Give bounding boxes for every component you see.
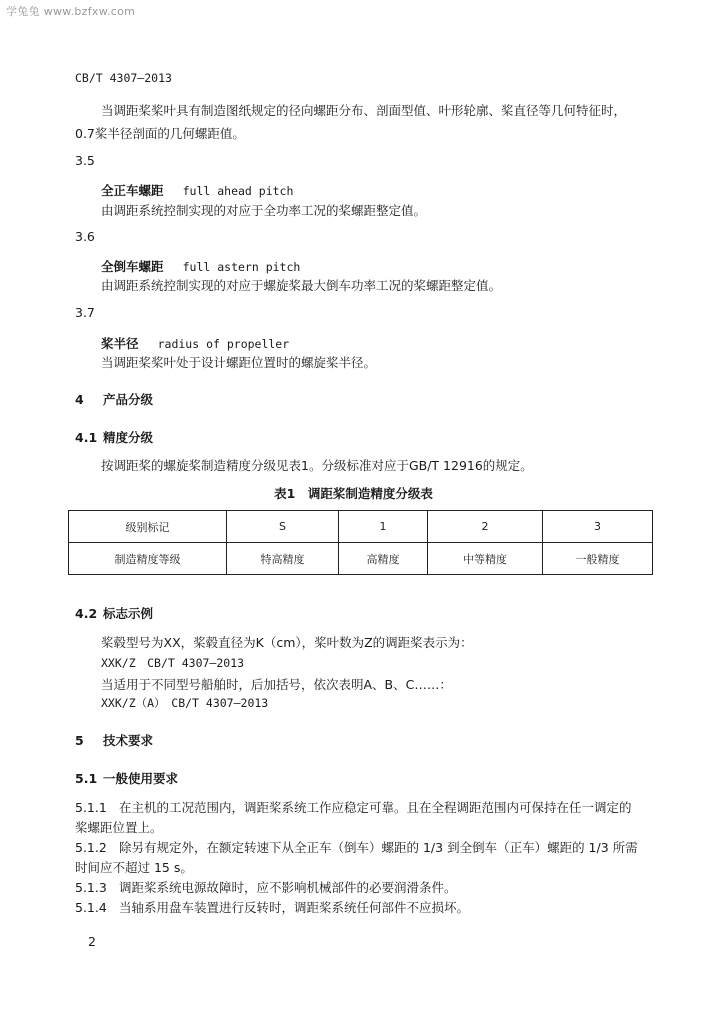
clause-5-1-4: [75, 898, 469, 916]
clause-number: 5.1.4: [75, 900, 107, 915]
clause-5-1-1: [75, 798, 632, 816]
clause-5-1-3: [75, 878, 457, 896]
table-cell: 3: [543, 511, 653, 543]
clause-3-7-number: 3.7: [75, 305, 95, 320]
term-en: full ahead pitch: [182, 184, 294, 198]
section-5-1-heading: [75, 769, 178, 787]
section-4-2-heading: [75, 604, 153, 622]
marking-line-4: XXK/Z（A） CB/T 4307—2013: [101, 696, 269, 710]
section-number: 4.1: [75, 430, 98, 445]
intro-line-2: 0.7桨半径剖面的几何螺距值。: [75, 126, 245, 141]
section-4-1-text: 按调距桨的螺旋桨制造精度分级见表1。分级标准对应于GB/T 12916的规定。: [101, 458, 533, 473]
clause-5-1-2-cont: 时间应不超过 15 s。: [75, 860, 193, 875]
section-number: 5.1: [75, 771, 98, 786]
clause-text: 调距桨系统电源故障时，应不影响机械部件的必要润滑条件。: [119, 880, 457, 895]
term-en: radius of propeller: [157, 337, 290, 351]
table-cell: 1: [339, 511, 428, 543]
clause-5-1-2: [75, 838, 638, 856]
clause-text: 除另有规定外，在额定转速下从全正车（倒车）螺距的 1/3 到全倒车（正车）螺距的 1/3 所需: [119, 840, 638, 855]
clause-3-6-number: 3.6: [75, 229, 95, 244]
section-number: 5: [75, 733, 84, 748]
page-number: 2: [88, 934, 96, 949]
term-cn: 全正车螺距: [101, 183, 164, 198]
table-cell: 特高精度: [227, 543, 339, 575]
clause-number: 5.1.3: [75, 880, 107, 895]
section-4-heading: [75, 390, 153, 408]
watermark: 学兔兔 www.bzfxw.com: [6, 5, 136, 18]
section-title: 一般使用要求: [103, 771, 179, 786]
standard-header: CB/T 4307—2013: [75, 71, 172, 85]
clause-5-1-1-cont: 桨螺距位置上。: [75, 820, 163, 835]
marking-line-1: 桨毂型号为XX，桨毂直径为K（cm），桨叶数为Z的调距桨表示为：: [101, 635, 473, 650]
clause-text: 在主机的工况范围内，调距桨系统工作应稳定可靠。且在全程调距范围内可保持在任一调定的: [119, 800, 632, 815]
section-number: 4: [75, 392, 84, 407]
table-cell: 一般精度: [543, 543, 653, 575]
table-cell: 中等精度: [428, 543, 543, 575]
table-cell: S: [227, 511, 339, 543]
section-5-heading: [75, 731, 153, 749]
clause-number: 5.1.1: [75, 800, 107, 815]
clause-text: 当轴系用盘车装置进行反转时，调距桨系统任何部件不应损坏。: [119, 900, 470, 915]
marking-line-3: 当适用于不同型号船舶时，后加括号，依次表明A、B、C……：: [101, 677, 452, 692]
table-cell: 制造精度等级: [69, 543, 227, 575]
section-title: 技术要求: [103, 733, 154, 748]
clause-3-5-term: [101, 180, 293, 199]
table-cell: 高精度: [339, 543, 428, 575]
term-en: full astern pitch: [182, 260, 301, 274]
clause-3-5-definition: 由调距系统控制实现的对应于全功率工况的桨螺距整定值。: [101, 203, 427, 218]
intro-line-1: 当调距桨桨叶具有制造图纸规定的径向螺距分布、剖面型值、叶形轮廓、桨直径等几何特征时，: [101, 103, 627, 118]
table-caption: 表1 调距桨制造精度分级表: [274, 486, 433, 501]
term-cn: 全倒车螺距: [101, 259, 164, 274]
clause-number: 5.1.2: [75, 840, 107, 855]
clause-3-5-number: 3.5: [75, 153, 95, 168]
clause-3-7-term: [101, 333, 289, 352]
clause-3-6-definition: 由调距系统控制实现的对应于螺旋桨最大倒车功率工况的桨螺距整定值。: [101, 278, 502, 293]
precision-grade-table: [68, 510, 653, 575]
section-title: 产品分级: [103, 392, 154, 407]
section-title: 标志示例: [103, 606, 154, 621]
term-cn: 桨半径: [101, 336, 139, 351]
clause-3-6-term: [101, 256, 300, 275]
section-title: 精度分级: [103, 430, 154, 445]
table-cell: 2: [428, 511, 543, 543]
marking-line-2: XXK/Z CB/T 4307—2013: [101, 656, 245, 670]
section-number: 4.2: [75, 606, 98, 621]
table-row: [69, 511, 653, 543]
section-4-1-heading: [75, 428, 153, 446]
table-row: [69, 543, 653, 575]
table-cell: 级别标记: [69, 511, 227, 543]
clause-3-7-definition: 当调距桨桨叶处于设计螺距位置时的螺旋桨半径。: [101, 355, 377, 370]
